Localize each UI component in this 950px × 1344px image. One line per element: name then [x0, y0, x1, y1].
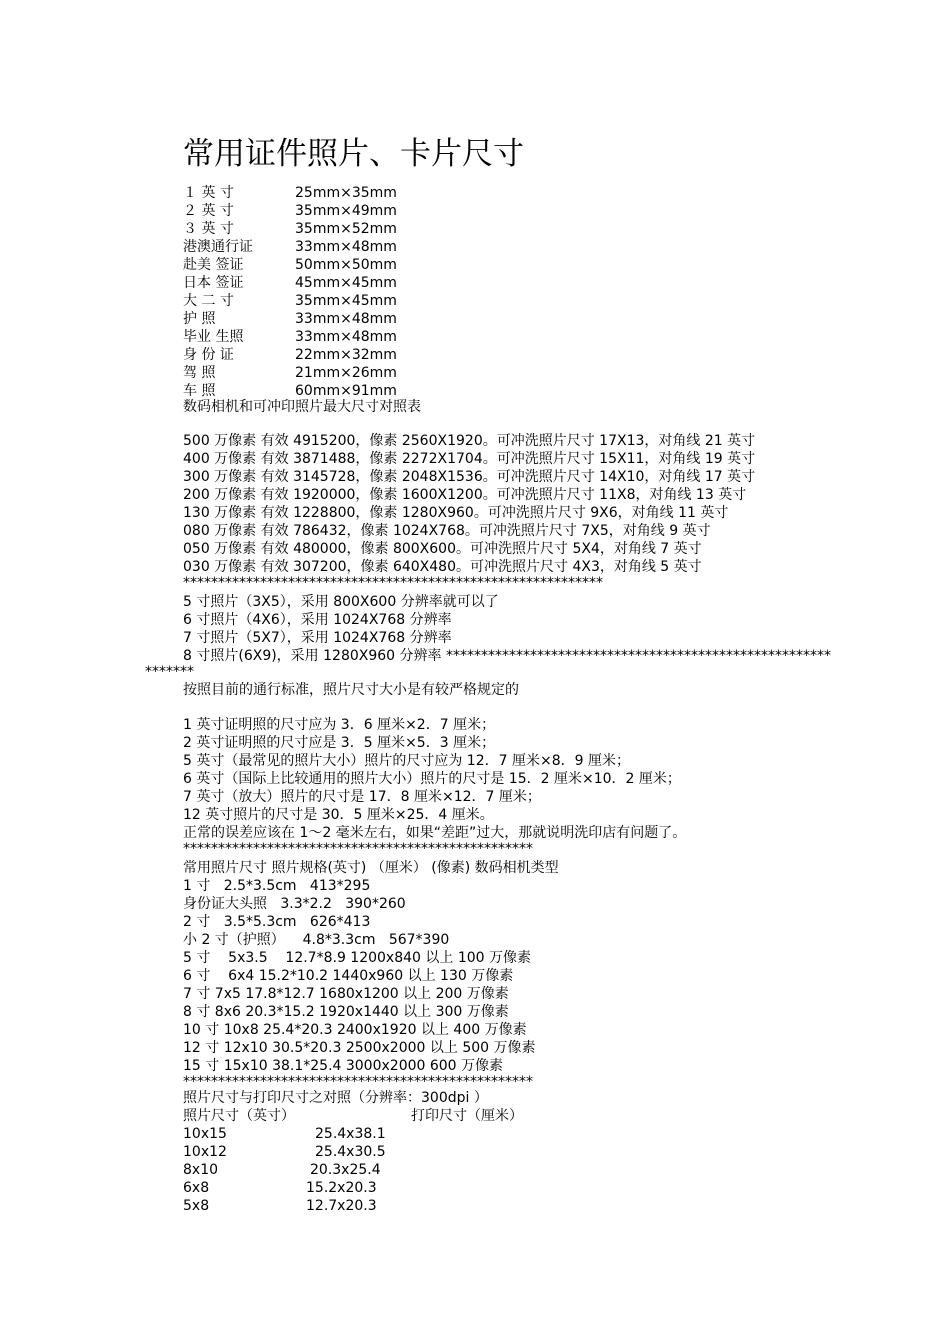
list-item: 日本 签证 45mm×45mm — [183, 275, 397, 291]
list-item: 护 照 33mm×48mm — [183, 311, 397, 327]
text-line: 15 寸 15x10 38.1*25.4 3000x2000 600 万像素 — [183, 1058, 504, 1074]
separator: ************************************************** — [183, 1074, 533, 1090]
text-line: 080 万像素 有效 786432，像素 1024X768。可冲洗照片尺寸 7X5，对角线 9 英寸 — [183, 523, 711, 539]
text-line: 10 寸 10x8 25.4*20.3 2400x1920 以上 400 万像素 — [183, 1022, 527, 1038]
text-line: 12 寸 12x10 30.5*20.3 2500x2000 以上 500 万像素 — [183, 1040, 536, 1056]
separator: ************************************************************ — [183, 575, 603, 591]
text-line: 1 英寸证明照的尺寸应为 3．6 厘米×2．7 厘米； — [183, 717, 496, 733]
text-line: 5 寸照片（3X5），采用 800X600 分辨率就可以了 — [183, 594, 499, 610]
text-line: 200 万像素 有效 1920000，像素 1600X1200。可冲洗照片尺寸 11X8，对角线 13 英寸 — [183, 487, 747, 503]
separator: ******* — [145, 664, 194, 680]
text-line: 正常的误差应该在 1～2 毫米左右，如果“差距”过大，那就说明洗印店有问题了。 — [183, 825, 687, 841]
text-line: 030 万像素 有效 307200，像素 640X480。可冲洗照片尺寸 4X3，对角线 5 英寸 — [183, 559, 702, 575]
list-item: ３ 英 寸 35mm×52mm — [183, 221, 397, 237]
text-line: 8 寸照片(6X9)，采用 1280X960 分辨率 ******************************************************* — [183, 648, 831, 664]
text-line: 8 寸 8x6 20.3*15.2 1920x1440 以上 300 万像素 — [183, 1004, 509, 1020]
text-line: 2 寸 3.5*5.3cm 626*413 — [183, 914, 371, 930]
text-line: 6 寸 6x4 15.2*10.2 1440x960 以上 130 万像素 — [183, 968, 514, 984]
text-line: 小 2 寸（护照） 4.8*3.3cm 567*390 — [183, 932, 450, 948]
section-heading: 照片尺寸与打印尺寸之对照（分辨率：300dpi ） — [183, 1090, 488, 1106]
table-row: 10x15 25.4x38.1 — [183, 1126, 386, 1142]
list-item: 港澳通行证 33mm×48mm — [183, 239, 397, 255]
column-header: 照片尺寸（英寸） — [183, 1108, 295, 1124]
table-row: 8x10 20.3x25.4 — [183, 1162, 381, 1178]
text-line: 5 英寸（最常见的照片大小）照片的尺寸应为 12．7 厘米×8．9 厘米； — [183, 753, 630, 769]
text-line: 常用照片尺寸 照片规格(英寸) （厘米） (像素) 数码相机类型 — [183, 860, 559, 876]
text-line: 7 英寸（放大）照片的尺寸是 17．8 厘米×12．7 厘米； — [183, 789, 541, 805]
text-line: 7 寸照片（5X7），采用 1024X768 分辨率 — [183, 630, 452, 646]
text-line: 130 万像素 有效 1228800，像素 1280X960。可冲洗照片尺寸 9X6，对角线 11 英寸 — [183, 505, 729, 521]
list-item: 驾 照 21mm×26mm — [183, 365, 397, 381]
table-row: 10x12 25.4x30.5 — [183, 1144, 386, 1160]
text-line: 6 寸照片（4X6），采用 1024X768 分辨率 — [183, 612, 452, 628]
list-item: 车 照 60mm×91mm — [183, 383, 397, 399]
list-item: 大 二 寸 35mm×45mm — [183, 293, 397, 309]
text-line: 2 英寸证明照的尺寸应是 3．5 厘米×5．3 厘米； — [183, 735, 496, 751]
list-item: 毕业 生照 33mm×48mm — [183, 329, 397, 345]
column-header: 打印尺寸（厘米） — [411, 1108, 523, 1124]
list-item: １ 英 寸 25mm×35mm — [183, 185, 397, 201]
text-line: 12 英寸照片的尺寸是 30．5 厘米×25．4 厘米。 — [183, 807, 494, 823]
section-heading: 按照目前的通行标准，照片尺寸大小是有较严格规定的 — [183, 682, 519, 698]
text-line: 400 万像素 有效 3871488，像素 2272X1704。可冲洗照片尺寸 15X11，对角线 19 英寸 — [183, 451, 756, 467]
text-line: 7 寸 7x5 17.8*12.7 1680x1200 以上 200 万像素 — [183, 986, 509, 1002]
text-line: 6 英寸（国际上比较通用的照片大小）照片的尺寸是 15．2 厘米×10．2 厘米； — [183, 771, 681, 787]
text-line: 5 寸 5x3.5 12.7*8.9 1200x840 以上 100 万像素 — [183, 950, 532, 966]
list-item: 赴美 签证 50mm×50mm — [183, 257, 397, 273]
text-line: 身份证大头照 3.3*2.2 390*260 — [183, 896, 406, 912]
table-row: 6x8 15.2x20.3 — [183, 1180, 377, 1196]
text-line: 1 寸 2.5*3.5cm 413*295 — [183, 878, 371, 894]
text-line: 500 万像素 有效 4915200，像素 2560X1920。可冲洗照片尺寸 17X13，对角线 21 英寸 — [183, 433, 756, 449]
table-header — [183, 1107, 523, 1125]
camera-heading: 数码相机和可冲印照片最大尺寸对照表 — [183, 399, 421, 415]
text-line: 050 万像素 有效 480000，像素 800X600。可冲洗照片尺寸 5X4，对角线 7 英寸 — [183, 541, 702, 557]
text-line: 300 万像素 有效 3145728，像素 2048X1536。可冲洗照片尺寸 14X10，对角线 17 英寸 — [183, 469, 756, 485]
table-row: 5x8 12.7x20.3 — [183, 1198, 377, 1214]
separator: ************************************************** — [183, 841, 533, 857]
list-item: ２ 英 寸 35mm×49mm — [183, 203, 397, 219]
page-title: 常用证件照片、卡片尺寸 — [183, 136, 524, 172]
list-item: 身 份 证 22mm×32mm — [183, 347, 397, 363]
